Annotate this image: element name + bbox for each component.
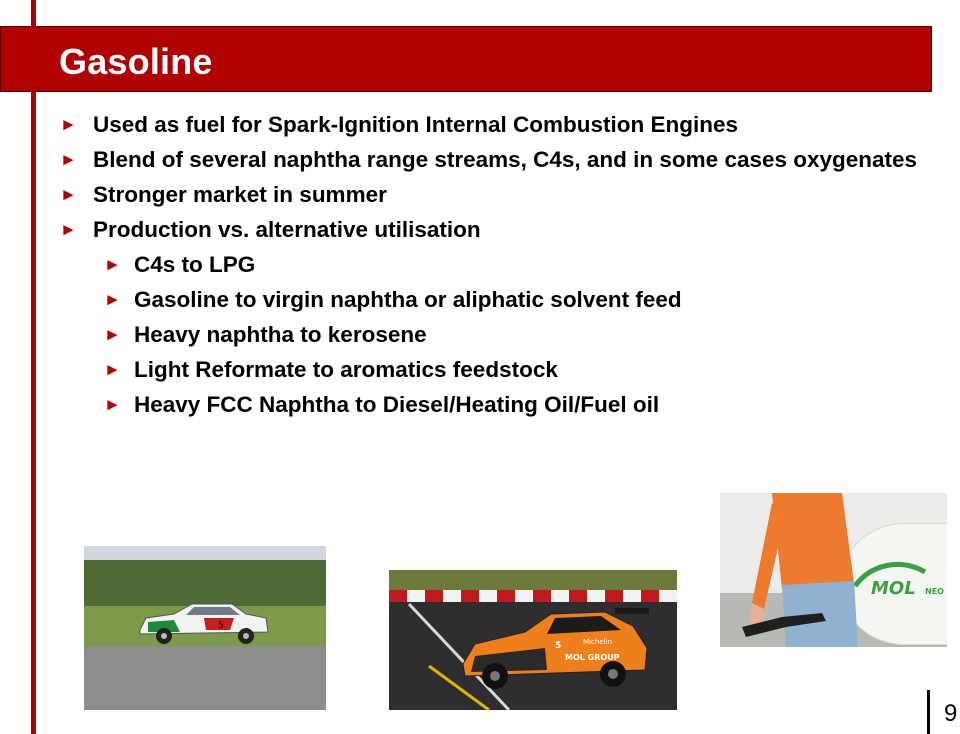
bullet-text: Heavy FCC Naphtha to Diesel/Heating Oil/Fuel oil bbox=[134, 392, 660, 417]
bullet-arrow-icon: ► bbox=[104, 255, 121, 274]
bullet-text: C4s to LPG bbox=[134, 252, 256, 277]
bullet-text: Production vs. alternative utilisation bbox=[93, 217, 481, 242]
bullet-item bbox=[60, 180, 920, 210]
bullet-text: Stronger market in summer bbox=[93, 182, 387, 207]
race-car-number: 5 bbox=[555, 641, 562, 651]
sub-bullet-item bbox=[104, 355, 920, 385]
rally-car-number: 5 bbox=[218, 621, 224, 631]
fuel-logo-sub: NEO bbox=[925, 587, 944, 596]
page-number-rule bbox=[927, 690, 930, 734]
bullet-text: Gasoline to virgin naphtha or aliphatic solvent feed bbox=[134, 287, 682, 312]
sub-bullet-item bbox=[104, 250, 920, 280]
bullet-text: Light Reformate to aromatics feedstock bbox=[134, 357, 558, 382]
bullet-item bbox=[60, 145, 920, 175]
fuel-logo-text: MOL bbox=[871, 578, 916, 599]
sub-bullet-item bbox=[104, 285, 920, 315]
race-car-brand: Michelin bbox=[583, 638, 612, 646]
bullet-arrow-icon: ► bbox=[104, 395, 121, 414]
fueling-photo bbox=[720, 493, 947, 647]
bullet-text: Used as fuel for Spark-Ignition Internal Combustion Engines bbox=[93, 112, 739, 137]
rally-car-icon bbox=[134, 600, 272, 646]
race-car-sponsor: MOL GROUP bbox=[565, 653, 620, 662]
bullet-list bbox=[60, 110, 920, 425]
bullet-arrow-icon: ► bbox=[60, 150, 77, 169]
bullet-arrow-icon: ► bbox=[104, 290, 121, 309]
title-bar bbox=[0, 26, 932, 92]
page-number: 9 bbox=[944, 700, 958, 727]
left-accent-rule bbox=[31, 0, 36, 734]
sub-bullet-item bbox=[104, 390, 920, 420]
bullet-text: Heavy naphtha to kerosene bbox=[134, 322, 427, 347]
bullet-arrow-icon: ► bbox=[60, 220, 77, 239]
bullet-arrow-icon: ► bbox=[104, 360, 121, 379]
bullet-item bbox=[60, 215, 920, 245]
race-car-photo bbox=[389, 570, 677, 710]
person-fueling-icon bbox=[742, 493, 862, 647]
bullet-arrow-icon: ► bbox=[60, 185, 77, 204]
rally-car-photo bbox=[84, 546, 326, 710]
bullet-arrow-icon: ► bbox=[60, 115, 77, 134]
bullet-item bbox=[60, 110, 920, 140]
race-car-icon bbox=[455, 604, 651, 694]
photo-road bbox=[84, 646, 326, 710]
bullet-text: Blend of several naphtha range streams, C4s, and in some cases oxygenates bbox=[93, 147, 918, 172]
sub-bullet-item bbox=[104, 320, 920, 350]
bullet-arrow-icon: ► bbox=[104, 325, 121, 344]
slide-title: Gasoline bbox=[59, 41, 213, 82]
